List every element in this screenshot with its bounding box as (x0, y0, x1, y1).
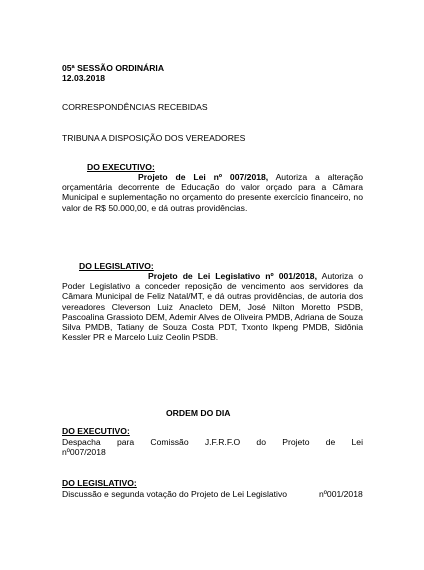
legislativo-project-text: Autoriza o Poder Legislativo a conceder reposição de vencimento aos servidores da Câmara Municipal de Feliz Natal/MT, e dá outras providências, de autoria dos vereadores Cleverson Luiz Anacleto DEM, José Nilton Moretto PSDB, Pascoalina Grassioto DEM, Ademir Alves de Oliveira PMDB, Adriana de Souza Silva PMDB, Tatiany de Souza Costa PDT, Txonto Ikpeng PMDB, Sidônia Kessler PR e Marcelo Luiz Ceolin PSDB. (62, 271, 363, 343)
ordem-executivo-line2: nº007/2018 (62, 447, 106, 457)
ordem-legislativo-number: nº001/2018 (319, 489, 363, 499)
tribuna-heading: TRIBUNA A DISPOSIÇÃO DOS VEREADORES (62, 133, 246, 143)
legislativo-project-title: Projeto de Lei Legislativo nº 001/2018, (148, 271, 317, 281)
ordem-legislativo-text: Discussão e segunda votação do Projeto de Lei Legislativo (62, 489, 288, 499)
executivo-project-title: Projeto de Lei nº 007/2018, (138, 172, 269, 182)
session-date: 12.03.2018 (62, 73, 106, 83)
legislativo-heading: DO LEGISLATIVO: (79, 261, 154, 271)
executivo-paragraph (62, 172, 363, 213)
correspondencias-heading: CORRESPONDÊNCIAS RECEBIDAS (62, 102, 208, 112)
session-title: 05ª SESSÃO ORDINÁRIA (62, 63, 165, 73)
ordem-legislativo-heading: DO LEGISLATIVO: (62, 478, 137, 488)
executivo-project-text: Autoriza a alteração orçamentária decorrente de Educação do valor orçado para a Câmara Municipal e suplementação no orçamento do presente exercício financeiro, no valor de R$ 50.000,00, e dá outras providências. (62, 172, 363, 213)
legislativo-paragraph (62, 271, 363, 342)
executivo-heading: DO EXECUTIVO: (87, 162, 155, 172)
ordem-executivo-line1: Despacha para Comissão J.F.R.F.O do Projeto de Lei (62, 437, 363, 447)
ordem-title: ORDEM DO DIA (166, 408, 231, 418)
ordem-executivo-heading: DO EXECUTIVO: (62, 426, 130, 436)
